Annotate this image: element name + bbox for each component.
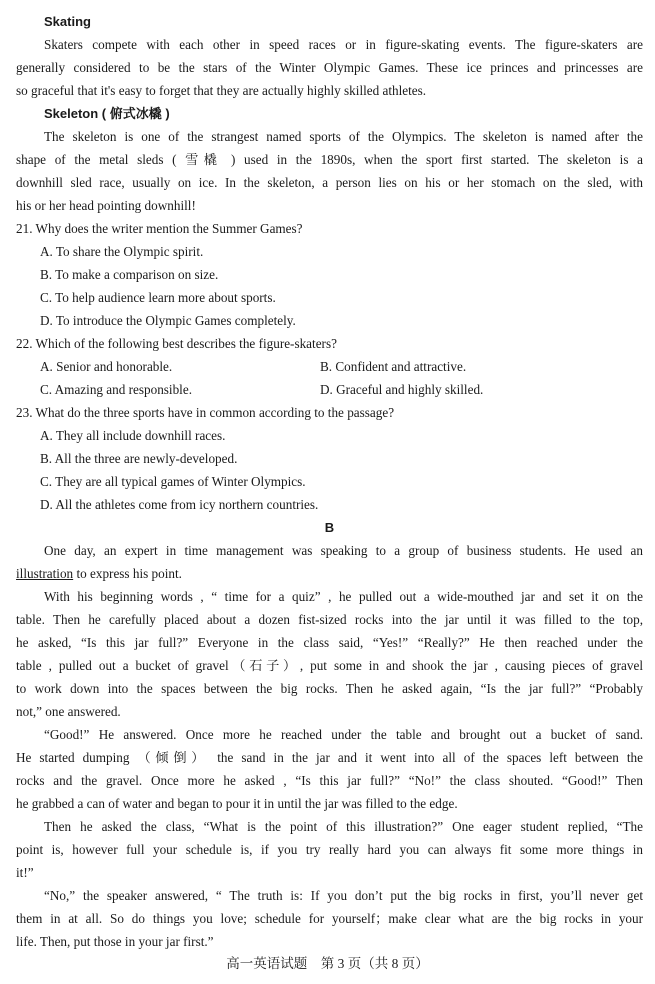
- skeleton-line-2: shape of the metal sleds ( 雪橇 ) used in the 1890s, when the sport first started. The skeleton is a: [16, 152, 643, 167]
- passage-b-line-2: [16, 562, 643, 585]
- skeleton-line-3: downhill sled race, usually on ice. In the skeleton, a person lies on his or her stomach on the sled, with: [16, 175, 643, 190]
- question-23-option-c: C. They are all typical games of Winter Olympics.: [40, 474, 306, 489]
- passage-b-line-9: “Good!” He answered. Once more he reached under the table and brought out a bucket of sand.: [44, 727, 643, 742]
- question-21-stem: 21. Why does the writer mention the Summer Games?: [16, 221, 303, 236]
- question-22-options-row-1: [16, 355, 643, 378]
- question-21-option-c: C. To help audience learn more about sports.: [40, 290, 276, 305]
- question-23-option-a: A. They all include downhill races.: [40, 428, 226, 443]
- passage-b-line-18: life. Then, put those in your jar first.”: [16, 934, 214, 949]
- question-23-option-b: B. All the three are newly-developed.: [40, 451, 238, 466]
- skeleton-line-1: The skeleton is one of the strangest named sports of the Olympics. The skeleton is named after the: [44, 129, 643, 144]
- passage-b-line-8: not,” one answered.: [16, 704, 121, 719]
- passage-b-line-14: point is, however full your schedule is, if you try really hard you can always fit some more things in: [16, 842, 643, 857]
- passage-b-line-7: to work down into the spaces between the big rocks. Then he asked again, “Is the jar full?” “Probably: [16, 681, 643, 696]
- passage-b-line-4: table. Then he carefully placed about a dozen fist-sized rocks into the jar until it was filled to the top,: [16, 612, 643, 627]
- passage-b-label: B: [324, 520, 335, 535]
- skeleton-line-4: his or her head pointing downhill!: [16, 198, 196, 213]
- question-23-option-d: D. All the athletes come from icy northern countries.: [40, 497, 319, 512]
- passage-b-line-5: he asked, “Is this jar full?” Everyone in the class said, “Yes!” “Really?” He then reached under the: [16, 635, 643, 650]
- passage-b-line-2-rest: to express his point.: [73, 566, 182, 581]
- skeleton-heading: Skeleton ( 俯式冰橇 ): [44, 106, 170, 121]
- passage-b-line-6: table , pulled out a bucket of gravel（石子）, put some in and shook the jar , causing pieces of gravel: [16, 658, 643, 673]
- question-21-option-a: A. To share the Olympic spirit.: [40, 244, 204, 259]
- question-21-option-b: B. To make a comparison on size.: [40, 267, 219, 282]
- passage-b-line-10: He started dumping （倾倒） the sand in the jar and it went into all of the spaces left between the: [16, 750, 643, 765]
- skating-line-3: so graceful that it's easy to forget that they are actually highly skilled athletes.: [16, 83, 427, 98]
- passage-b-line-17: them in at all. So do things you love; schedule for yourself；make clear what are the big rocks in your: [16, 911, 643, 926]
- page-footer: 高一英语试题 第 3 页（共 8 页）: [226, 956, 429, 971]
- passage-b-line-13: Then he asked the class, “What is the point of this illustration?” One eager student replied, “The: [44, 819, 643, 834]
- passage-b-line-16: “No,” the speaker answered, “ The truth is: If you don’t put the big rocks in first, you’ll never get: [44, 888, 643, 903]
- question-22-stem: 22. Which of the following best describes the figure-skaters?: [16, 336, 337, 351]
- question-22-option-a: A. Senior and honorable.: [40, 359, 173, 374]
- question-22-option-c: C. Amazing and responsible.: [40, 382, 192, 397]
- passage-b-line-1: One day, an expert in time management was speaking to a group of business students. He used an: [44, 543, 643, 558]
- question-22-options-row-2: [16, 378, 643, 401]
- passage-b-line-11: rocks and the gravel. Once more he asked , “Is this jar full?” “No!” the class shouted. “Good!” Then: [16, 773, 643, 788]
- passage-b-line-3: With his beginning words , “ time for a quiz” , he pulled out a wide-mouthed jar and set it on the: [44, 589, 643, 604]
- passage-b-line-15: it!”: [16, 865, 34, 880]
- skating-line-2: generally considered to be the stars of the Winter Olympic Games. These ice princes and princesses are: [16, 60, 643, 75]
- underlined-word-illustration: illustration: [16, 566, 74, 581]
- question-23-stem: 23. What do the three sports have in common according to the passage?: [16, 405, 395, 420]
- question-22-option-b: B. Confident and attractive.: [320, 359, 467, 374]
- question-22-option-d: D. Graceful and highly skilled.: [320, 382, 484, 397]
- skating-line-1: Skaters compete with each other in speed races or in figure-skating events. The figure-skaters are: [44, 37, 643, 52]
- skating-heading: Skating: [44, 14, 91, 29]
- question-21-option-d: D. To introduce the Olympic Games completely.: [40, 313, 296, 328]
- passage-b-line-12: he grabbed a can of water and began to pour it in until the jar was filled to the edge.: [16, 796, 458, 811]
